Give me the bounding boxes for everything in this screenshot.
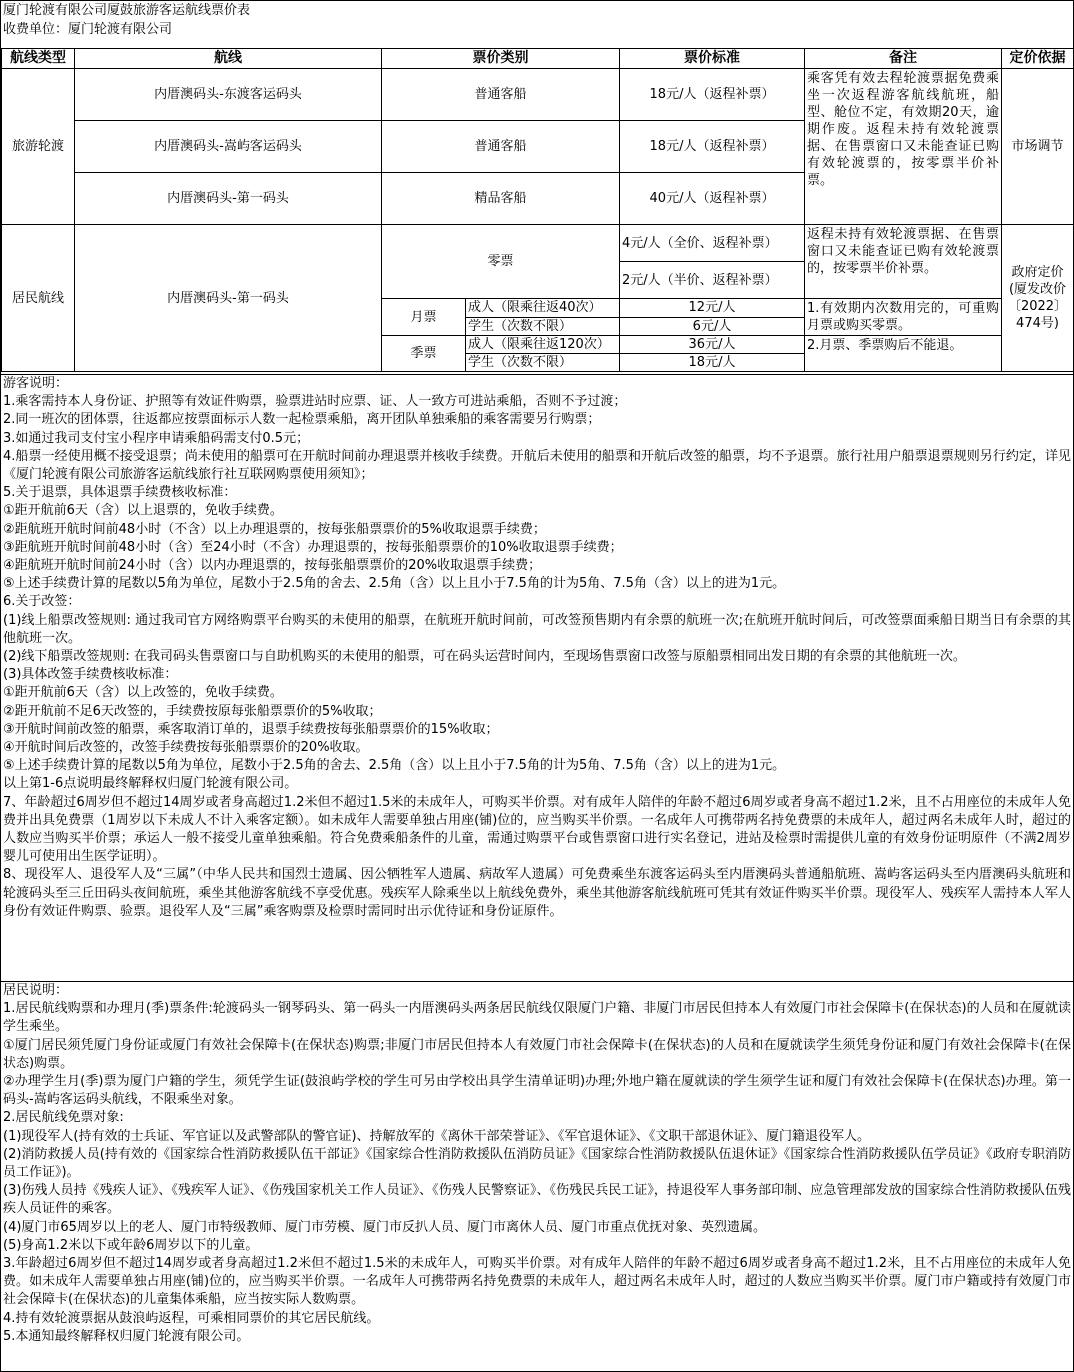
tourism-route-3: 内厝澳码头-第一码头 — [75, 173, 382, 225]
tourism-note: 乘客凭有效去程轮渡票据免费乘坐一次返程游客航线航班，船型、舱位不定，有效期20天，逾期作废。返程未持有效轮渡票据、在售票窗口又未能查证已购有效轮渡票的，按零票半价补票。 — [805, 69, 1002, 225]
table-row — [2, 69, 1074, 121]
tourist-note-line: ①距开航前6天（含）以上改签的，免收手续费。 — [3, 685, 283, 701]
tourist-note-line: 游客说明： — [3, 376, 69, 391]
single-price-full: 4元/人（全价、返程补票） — [620, 225, 805, 262]
single-ticket-label: 零票 — [382, 225, 620, 299]
tourism-price-2: 18元/人（返程补票） — [620, 121, 805, 173]
fare-table — [1, 48, 1074, 372]
season-adult: 成人（限乘往返120次） — [466, 336, 620, 354]
single-price-half: 2元/人（半价、返程补票） — [620, 262, 805, 299]
tourism-price-3: 40元/人（返程补票） — [620, 173, 805, 225]
tourist-note-line: 以上第1-6点说明最终解释权归厦门轮渡有限公司。 — [3, 776, 298, 792]
resident-note-line: (1)现役军人(持有效的士兵证、军官证以及武警部队的警官证)、持解放军的《离休干部荣誉证》、《军官退休证》、《文职干部退休证》、厦门籍退役军人。 — [3, 1128, 871, 1144]
tourism-category-2: 普通客船 — [382, 121, 620, 173]
tourist-note-line: ③开航时间前改签的船票，乘客取消订单的，退票手续费按每张船票票价的15%收取； — [3, 721, 499, 737]
resident-note-line: (5)身高1.2米以下或年龄6周岁以下的儿童。 — [3, 1237, 259, 1253]
tourist-note-line: ④距航班开航时间前24小时（含）以内办理退票的，按每张船票票价的20%收取退票手续费； — [3, 558, 542, 574]
season-label: 季票 — [382, 336, 466, 372]
tourism-price-1: 18元/人（返程补票） — [620, 69, 805, 121]
resident-note-line: 2.居民航线免票对象: — [3, 1110, 124, 1126]
monthly-adult-price: 12元/人 — [620, 299, 805, 318]
tourist-notes — [1, 374, 1073, 962]
tourist-note-line: ③距航班开航时间前48小时（含）至24小时（不含）办理退票的，按每张船票票价的10%收取退票手续费； — [3, 539, 623, 555]
tourist-note-line: 7、年龄超过6周岁但不超过14周岁或者身高超过1.2米但不超过1.5米的未成年人，可购买半价票。对有成年人陪伴的年龄不超过6周岁或者身高不超过1.2米，且不占用座位的未成年人免费并出具免费票（1周岁以下未成人不计入乘客定额）。如未成年人需要单独占用座(铺)位的，应当购买半价票。一名成年人可携带两名持免费票的未成年人，超过两名未成年人时，超过的人数应当购买半价票；承运人一般不接受儿童单独乘船。符合免费乘船条件的儿童，需通过购票平台或售票窗口进行实名登记，进站及检票时需提供儿童的有效身份证明原件（不满2周岁婴儿可使用出生医学证明）。 — [3, 794, 1071, 865]
resident-note-line: ②办理学生月(季)票为厦门户籍的学生，须凭学生证(鼓浪屿学校的学生可另由学校出具学生清单证明)办理;外地户籍在厦就读的学生须学生证和厦门有效社会保障卡(在保状态)办理。第一码头-嵩屿客运码头航线，不限乘坐对象。 — [3, 1074, 1071, 1108]
tourist-note-line: ⑤上述手续费计算的尾数以5角为单位，尾数小于2.5角的舍去、2.5角（含）以上且小于7.5角的计为5角、7.5角（含）以上的进为1元。 — [3, 758, 786, 774]
tourist-note-line: (2)线下船票改签规则: 在我司码头售票窗口与自助机购买的未使用的船票，可在码头运营时间内，至现场售票窗口改签与原船票相同出发日期的有余票的其他航班一次。 — [3, 649, 966, 665]
tourism-category-1: 普通客船 — [382, 69, 620, 121]
tourist-note-line: 5.关于退票，具体退票手续费核收标准： — [3, 485, 237, 501]
tourist-note-line: (3)具体改签手续费核收标准： — [3, 667, 178, 683]
tourism-route-1: 内厝澳码头-东渡客运码头 — [75, 69, 382, 121]
sheet-title: 厦门轮渡有限公司厦鼓旅游客运航线票价表 — [3, 3, 251, 18]
tourist-note-line: ①距开航前6天（含）以上退票的，免收手续费。 — [3, 503, 283, 519]
resident-note-line: (2)消防救援人员(持有效的《国家综合性消防救援队伍干部证》《国家综合性消防救援队伍消防员证》《国家综合性消防救援队伍退休证》《国家综合性消防救援队伍学员证》《政府专职消防员工作证》)。 — [3, 1146, 1071, 1181]
resident-note-line: (3)伤残人员持《残疾人证》、《残疾军人证》、《伤残国家机关工作人员证》、《伤残人民警察证》、《伤残民兵民工证》，持退役军人事务部印制、应急管理部发放的国家综合性消防救援队伍残疾人员证件的乘客。 — [3, 1183, 1071, 1217]
tourist-note-line: 8、现役军人、退役军人及“三属”（中华人民共和国烈士遗属、因公牺牲军人遗属、病故军人遗属）可免费乘坐东渡客运码头至内厝澳码头普通船航班、嵩屿客运码头至内厝澳码头航班和轮渡码头至三丘田码头夜间航班，乘坐其他游客航线不享受优惠。残疾军人除乘坐以上航线免费外，乘坐其他游客航线航班可凭其有效证件购买半价票。现役军人、残疾军人需持本人军人身份有效证件购票、验票。退役军人及“三属”乘客购票及检票时需同时出示优待证和身份证原件。 — [3, 867, 1071, 919]
resident-note-line: 5.本通知最终解释权归厦门轮渡有限公司。 — [3, 1328, 250, 1344]
tourist-note-line: 6.关于改签： — [3, 594, 81, 610]
tourist-note-line: (1)线上船票改签规则: 通过我司官方网络购票平台购买的未使用的船票，在航班开航时间前，可改签预售期内有余票的航班一次;在航班开航时间后，可改签票面乘船日期当日有余票的其他航班一次。 — [3, 612, 1071, 646]
monthly-label: 月票 — [382, 299, 466, 336]
col-route-type: 航线类型 — [2, 49, 75, 69]
tourist-note-line: ②距开航前不足6天改签的，手续费按原每张船票票价的5%收取； — [3, 703, 382, 719]
tourist-note-line: 3.如通过我司支付宝小程序申请乘船码需支付0.5元； — [3, 430, 310, 446]
monthly-adult: 成人（限乘往返40次） — [466, 299, 620, 318]
monthly-student-price: 6元/人 — [620, 317, 805, 336]
col-category: 票价类别 — [382, 49, 620, 69]
tourist-note-line: 4.船票一经使用概不接受退票；尚未使用的船票可在开航时间前办理退票并核收手续费。开航后未使用的船票和开航后改签的船票，均不予退票。旅行社用户船票退票规则另行约定，详见《厦门轮渡有限公司旅游客运航线旅行社互联网购票使用须知》； — [3, 448, 1071, 483]
monthly-student: 学生（次数不限） — [466, 317, 620, 336]
single-ticket-note: 返程未持有效轮渡票据、在售票窗口又未能查证已购有效轮渡票的，按零票半价补票。 — [805, 225, 1002, 299]
col-basis: 定价依据 — [1002, 49, 1074, 69]
tourist-note-line: 1.乘客需持本人身份证、护照等有效证件购票，验票进站时应票、证、人一致方可进站乘船，否则不予过渡； — [3, 394, 627, 410]
tourism-basis: 市场调节 — [1002, 69, 1074, 225]
table-row — [2, 225, 1074, 262]
resident-note-line: ①厦门居民须凭厦门身份证或厦门有效社会保障卡(在保状态)购票;非厦门市居民但持本人有效厦门市社会保障卡(在保状态)的人员和在厦就读学生须凭身份证和厦门有效社会保障卡(在保状态)购票。 — [3, 1037, 1071, 1071]
resident-note-line: 居民说明： — [3, 983, 69, 998]
tourist-note-line: 2.同一班次的团体票，往返都应按票面标示人数一起检票乘船，离开团队单独乘船的乘客需要另行购票； — [3, 412, 601, 428]
season-student: 学生（次数不限） — [466, 354, 620, 372]
tourism-category-3: 精品客船 — [382, 173, 620, 225]
tourism-type: 旅游轮渡 — [2, 69, 75, 225]
resident-route: 内厝澳码头-第一码头 — [75, 225, 382, 372]
season-student-price: 18元/人 — [620, 354, 805, 372]
col-remark: 备注 — [805, 49, 1002, 69]
resident-note-line: 3.年龄超过6周岁但不超过14周岁或者身高超过1.2米但不超过1.5米的未成年人，可购买半价票。对有成年人陪伴的年龄不超过6周岁或者身高不超过1.2米，且不占用座位的未成年人免费。如未成年人需要单独占用座(铺)位的，应当购买半价票。一名成年人可携带两名持免费票的未成年人，超过两名未成年人时，超过的人数应当购买半价票。厦门市户籍或持有效厦门市社会保障卡(在保状态)的儿童集体乘船，应当按实际人数购票。 — [3, 1256, 1071, 1308]
issuing-unit: 收费单位：厦门轮渡有限公司 — [3, 22, 173, 37]
resident-basis: 政府定价(厦发改价〔2022〕474号) — [1002, 225, 1074, 372]
resident-type: 居民航线 — [2, 225, 75, 372]
resident-note-line: (4)厦门市65周岁以上的老人、厦门市特级教师、厦门市劳模、厦门市反扒人员、厦门市离休人员、厦门市重点优抚对象、英烈遗属。 — [3, 1219, 766, 1235]
pass-note-1: 1.有效期内次数用完的，可重购月票或购买零票。 — [805, 299, 1002, 336]
pass-note-2: 2.月票、季票购后不能退。 — [805, 336, 1002, 372]
resident-note-line: 1.居民航线购票和办理月(季)票条件:轮渡码头一钢琴码头、第一码头一内厝澳码头两条居民航线仅限厦门户籍、非厦门市居民但持本人有效厦门市社会保障卡(在保状态)的人员和在厦就读学生乘坐。 — [3, 1001, 1071, 1035]
resident-note-line: 4.持有效轮渡票据从鼓浪屿返程，可乘相同票价的其它居民航线。 — [3, 1310, 380, 1326]
table-header-row — [2, 49, 1074, 69]
resident-notes — [1, 981, 1073, 1372]
tourist-note-line: ⑤上述手续费计算的尾数以5角为单位，尾数小于2.5角的舍去、2.5角（含）以上且小于7.5角的计为5角、7.5角（含）以上的进为1元。 — [3, 576, 786, 592]
tourist-note-line: ④开航时间后改签的，改签手续费按每张船票票价的20%收取。 — [3, 740, 369, 756]
col-route: 航线 — [75, 49, 382, 69]
tourist-note-line: ②距航班开航时间前48小时（不含）以上办理退票的，按每张船票票价的5%收取退票手续费； — [3, 521, 546, 537]
season-adult-price: 36元/人 — [620, 336, 805, 354]
col-price: 票价标准 — [620, 49, 805, 69]
tourism-route-2: 内厝澳码头-嵩屿客运码头 — [75, 121, 382, 173]
